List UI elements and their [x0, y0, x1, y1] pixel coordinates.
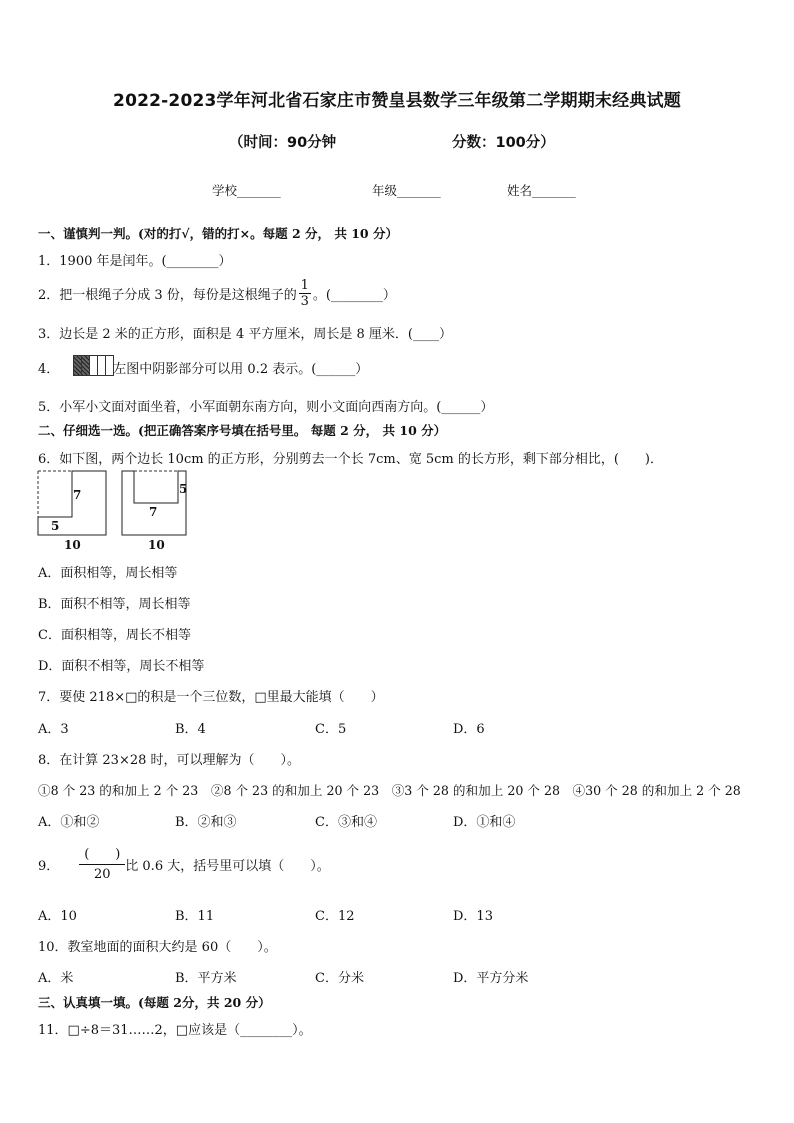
q9-option-c: C．12: [315, 909, 355, 924]
question-7: 7．要使 218×□的积是一个三位数，□里最大能填（ ）: [38, 690, 384, 705]
q10-option-c: C．分米: [315, 971, 364, 986]
q10-option-d: D．平方分米: [453, 971, 529, 986]
fig-b-label-7: 7: [149, 505, 158, 519]
q8-option-b: B．②和③: [175, 815, 237, 830]
q6-option-a: A．面积相等，周长相等: [38, 566, 178, 581]
section-1-heading: 一、谨慎判一判。(对的打√，错的打×。每题 2 分， 共 10 分）: [38, 226, 398, 241]
question-1: 1．1900 年是闰年。(________）: [38, 254, 232, 269]
q9-option-a: A．10: [38, 909, 77, 924]
question-8: 8．在计算 23×28 时，可以理解为（ ）。: [38, 753, 301, 768]
question-9: 9． $\frac{( )}{20}$ 比 0.6 大，括号里可以填（ ）。: [38, 847, 330, 882]
question-3: 3．边长是 2 米的正方形，面积是 4 平方厘米，周长是 8 厘米．(____）: [38, 327, 452, 342]
q7-option-c: C．5: [315, 722, 347, 737]
q10-option-a: A．米: [38, 971, 74, 986]
fig-a-label-7: 7: [73, 488, 82, 502]
q8-option-d: D．①和④: [453, 815, 516, 830]
fig-b-label-5: 5: [179, 482, 188, 496]
question-11: 11．□÷8＝31……2，□应该是（________）。: [38, 1023, 312, 1038]
q6-option-d: D．面积不相等，周长不相等: [38, 659, 205, 674]
question-6: 6．如下图，两个边长 10cm 的正方形，分别剪去一个长 7cm、宽 5cm 的长方形，剩下部分相比，( )．: [38, 452, 663, 467]
fraction-one-third: $\frac{1}{3}$: [300, 278, 309, 309]
name-field: 姓名_______: [507, 183, 576, 198]
question-6-figure: [36, 469, 196, 553]
q8-option-a: A．①和②: [38, 815, 100, 830]
q9-option-d: D．13: [453, 909, 493, 924]
fig-a-label-5: 5: [51, 519, 60, 533]
q7-option-d: D．6: [453, 722, 485, 737]
q6-option-c: C．面积相等，周长不相等: [38, 628, 191, 643]
q9-option-b: B．11: [175, 909, 215, 924]
section-3-heading: 三、认真填一填。(每题 2分，共 20 分）: [38, 995, 271, 1010]
q10-option-b: B．平方米: [175, 971, 237, 986]
exam-time: （时间：90分钟: [229, 135, 337, 151]
section-2-heading: 二、仔细选一选。(把正确答案序号填在括号里。 每题 2 分， 共 10 分）: [38, 423, 447, 438]
grade-field: 年级_______: [372, 183, 441, 198]
question-5: 5．小军小文面对面坐着，小军面朝东南方向，则小文面向西南方向。(______）: [38, 400, 494, 415]
q7-option-b: B．4: [175, 722, 206, 737]
exam-score: 分数：100分）: [452, 135, 555, 151]
question-4: 4． 左图中阴影部分可以用 0.2 表示。(______）: [38, 355, 368, 380]
fraction-blank-over-20: $\frac{( )}{20}$: [79, 845, 125, 884]
q8-option-c: C．③和④: [315, 815, 377, 830]
question-2: 2．把一根绳子分成 3 份，每份是这根绳子的 $\frac{1}{3}$ 。(________）: [38, 278, 396, 309]
shaded-grid-figure: [73, 355, 113, 380]
page-title: 2022-2023学年河北省石家庄市赞皇县数学三年级第二学期期末经典试题: [113, 91, 681, 111]
school-field: 学校_______: [212, 183, 281, 198]
q8-items: ①8 个 23 的和加上 2 个 23 ②8 个 23 的和加上 20 个 23 ③3 个 28 的和加上 20 个 28 ④30 个 28 的和加上 2 个 28: [38, 783, 741, 798]
q7-option-a: A．3: [38, 722, 69, 737]
fig-b-label-10: 10: [148, 538, 165, 552]
fig-a-label-10: 10: [64, 538, 81, 552]
question-10: 10．教室地面的面积大约是 60（ ）。: [38, 940, 277, 955]
q6-option-b: B．面积不相等，周长相等: [38, 597, 191, 612]
